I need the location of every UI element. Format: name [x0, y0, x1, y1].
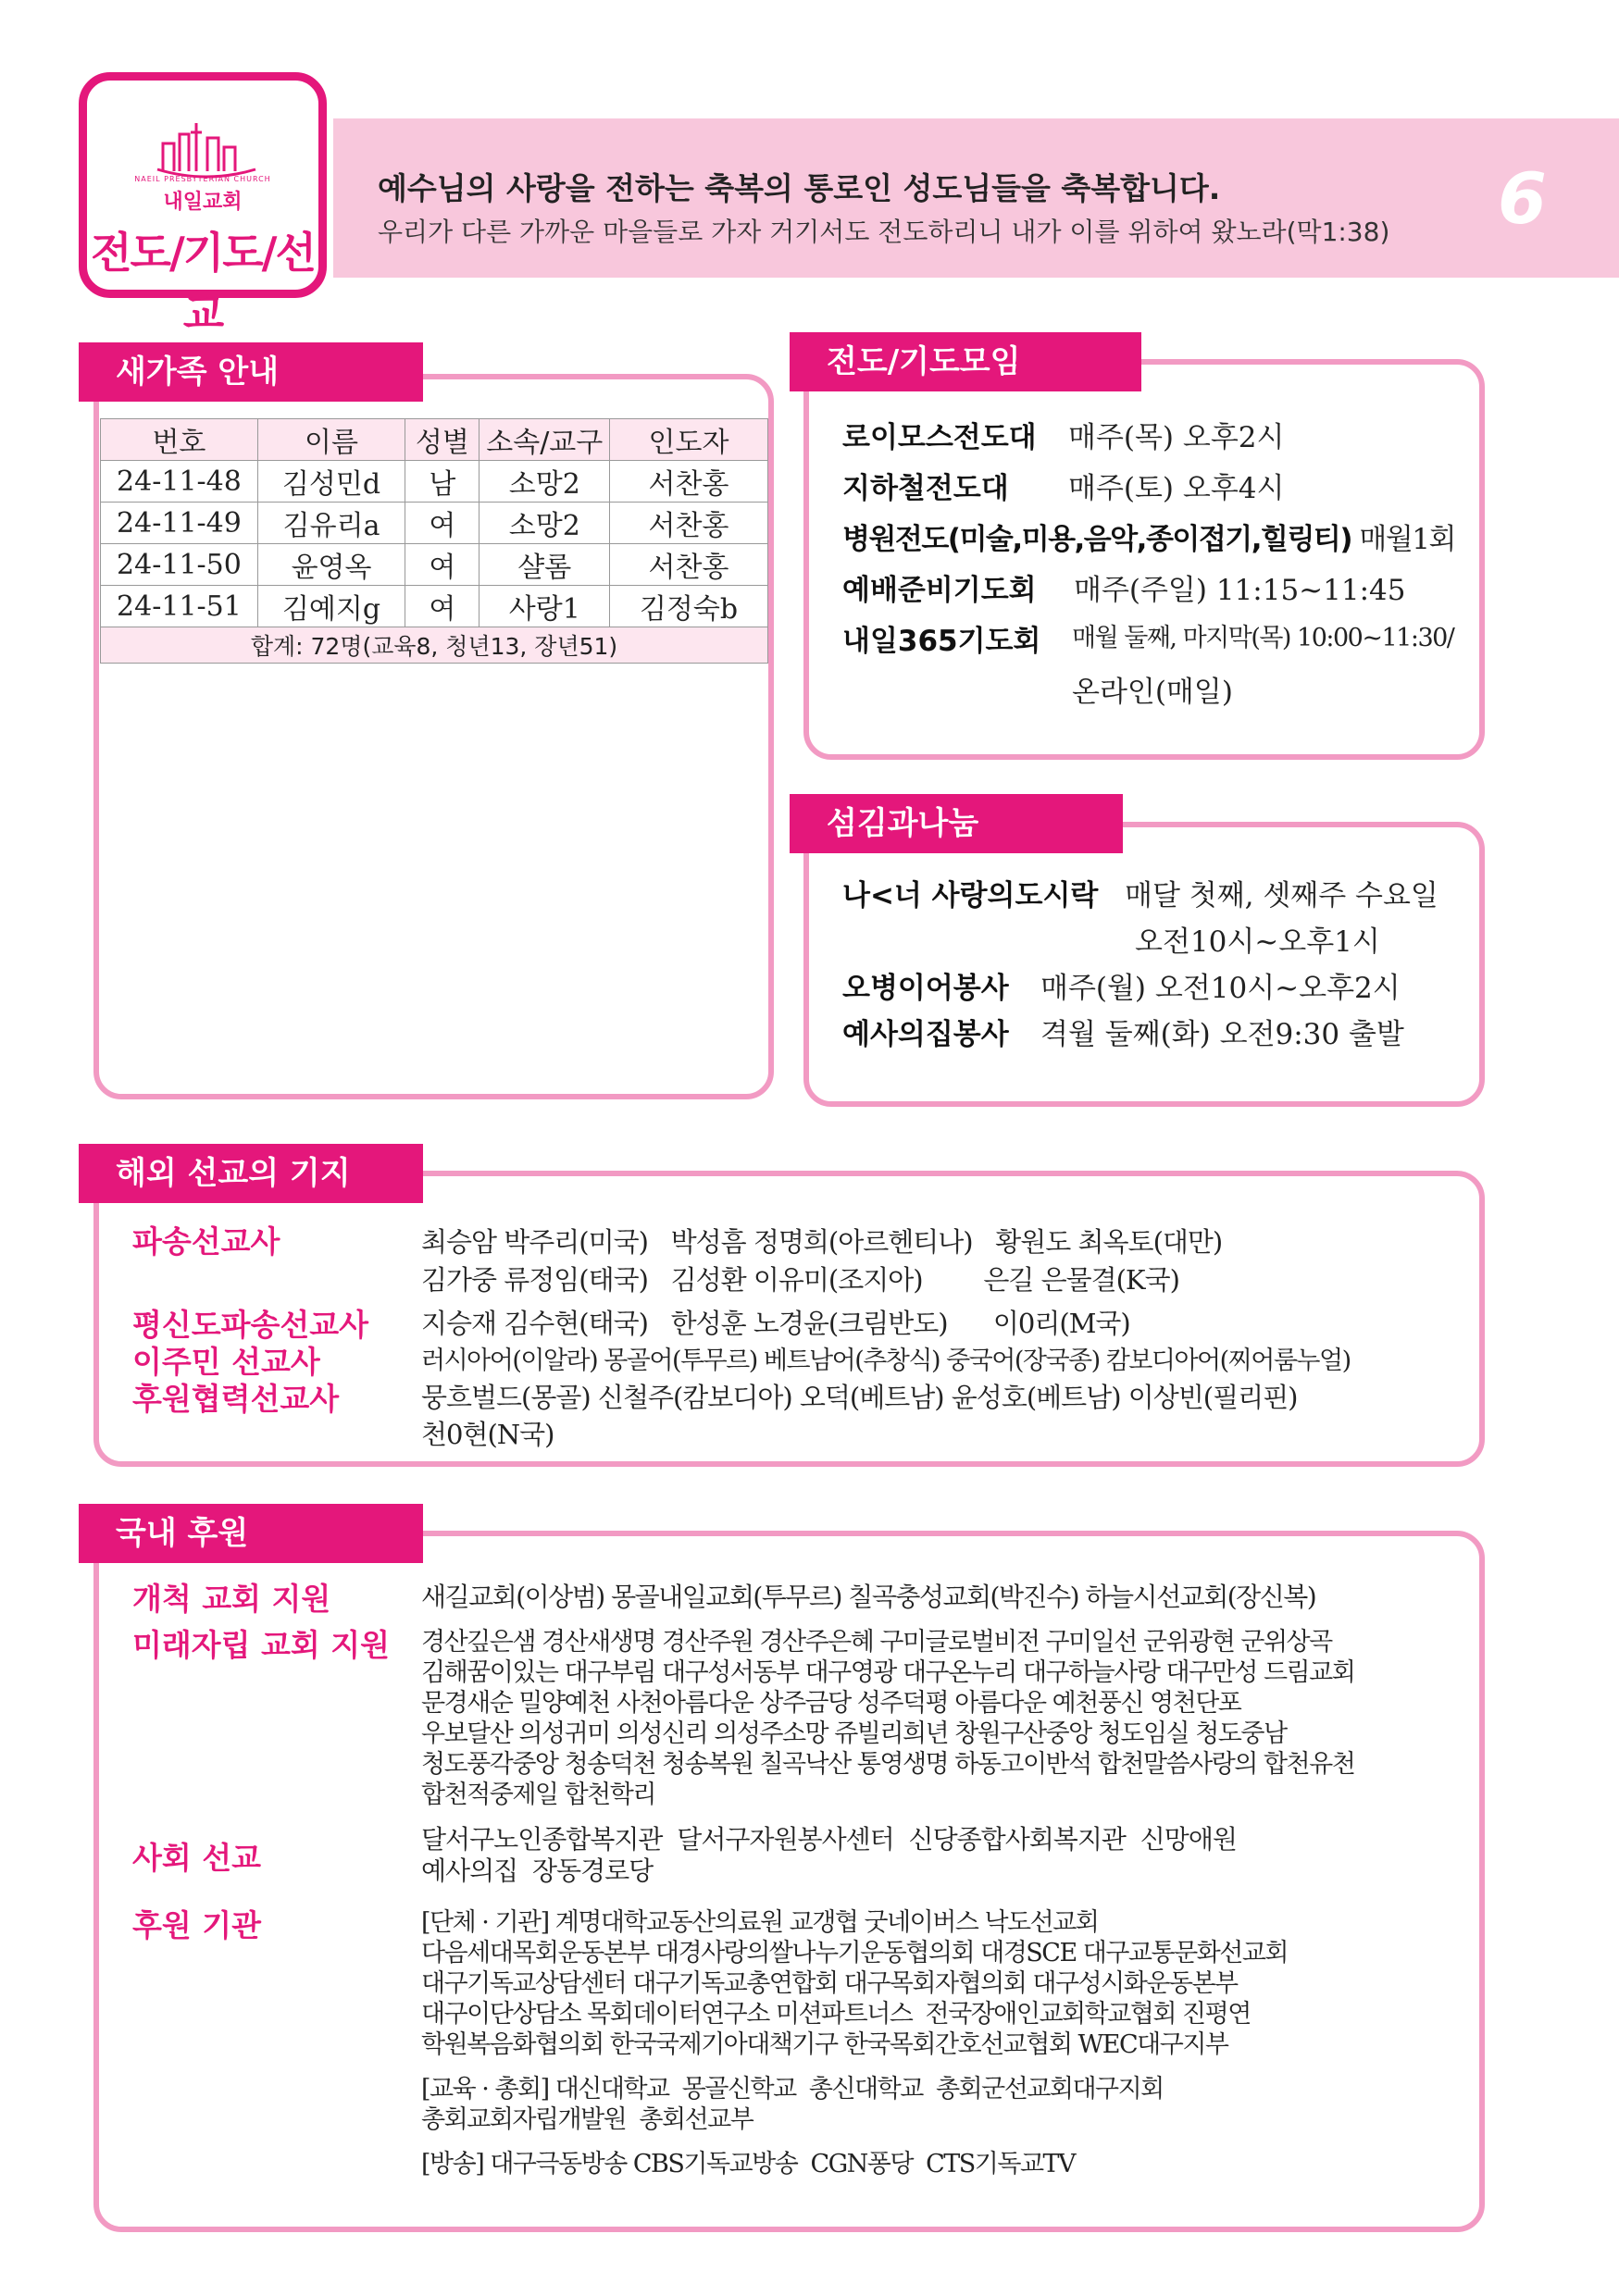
org-line: 다음세대목회운동본부 대경사랑의쌀나누기운동협의회 대경SCE 대구교통문화선교회	[421, 1939, 1288, 1967]
item-label: 병원전도(미술,미용,음악,종이접기,힐링티)	[842, 523, 1352, 556]
evangelism-item	[842, 414, 1285, 455]
item-value: 격월 둘째(화) 오전9:30 출발	[1040, 1018, 1404, 1051]
overseas-title: 해외 선교의 기지	[79, 1144, 423, 1203]
org-line: 대구이단상담소 목회데이터연구소 미션파트너스 전국장애인교회학교협회 진평연	[421, 2000, 1251, 2029]
header-verse: 우리가 다른 가까운 마을들로 가자 거기서도 전도하리니 내가 이를 위하여 왔노라(막1:38)	[378, 217, 1390, 247]
service-item	[842, 1011, 1404, 1052]
cell-group: 사랑1	[479, 586, 610, 627]
future-line: 청도풍각중앙 청송덕천 청송복원 칠곡낙산 통영생명 하동고이반석 합천말씀사랑의 합천유천	[421, 1750, 1355, 1779]
service-item	[842, 872, 1438, 913]
col-header: 이름	[257, 419, 405, 461]
item-value: 매주(월) 오전10시~오후2시	[1040, 972, 1401, 1005]
pioneer-line: 새길교회(이상범) 몽골내일교회(투무르) 칠곡충성교회(박진수) 하늘시선교회(장신복)	[421, 1582, 1316, 1612]
future-line: 문경새순 밀양예천 사천아름다운 상주금당 성주덕평 아름다운 예천풍신 영천단포	[421, 1689, 1241, 1718]
social-line: 예사의집 장동경로당	[421, 1855, 654, 1886]
col-header: 소속/교구	[479, 419, 610, 461]
future-line: 합천적중제일 합천학리	[421, 1781, 655, 1809]
new-family-title: 새가족 안내	[79, 342, 423, 402]
cell-name: 윤영옥	[257, 544, 405, 586]
label-future: 미래자립 교회 지원	[132, 1627, 391, 1663]
cell-guide: 서찬홍	[610, 503, 768, 544]
item-label: 나<너 사랑의도시락	[842, 879, 1099, 912]
col-header: 번호	[101, 419, 258, 461]
table-row	[101, 503, 768, 544]
cell-group: 샬롬	[479, 544, 610, 586]
logo-box	[79, 72, 327, 339]
cell-guide: 서찬홍	[610, 461, 768, 503]
item-value: 매주(주일) 11:15~11:45	[1074, 574, 1406, 607]
org-line: [단체 · 기관] 계명대학교동산의료원 교갱협 굿네이버스 낙도선교회	[421, 1908, 1099, 1937]
item-value: 매주(토) 오후4시	[1068, 472, 1285, 505]
domestic-title: 국내 후원	[79, 1504, 423, 1563]
cell-name: 김유리a	[257, 503, 405, 544]
org-line: [교육 · 총회] 대신대학교 몽골신학교 총신대학교 총회군선교회대구지회	[421, 2075, 1164, 2104]
item-label: 예배준비기도회	[842, 574, 1037, 607]
missionary-line: 최승암 박주리(미국) 박성흠 정명희(아르헨티나) 황원도 최옥토(대만)	[421, 1226, 1223, 1258]
cell-gender: 여	[405, 586, 479, 627]
table-header-row	[101, 419, 768, 461]
cell-guide: 서찬홍	[610, 544, 768, 586]
header-headline: 예수님의 사랑을 전하는 축복의 통로인 성도님들을 축복합니다.	[378, 170, 1221, 206]
new-family-table	[100, 418, 768, 664]
label-partner-missionaries: 후원협력선교사	[132, 1381, 340, 1417]
label-social: 사회 선교	[132, 1840, 262, 1876]
item-label: 지하철전도대	[842, 472, 1009, 505]
item-value: 온라인(매일)	[1072, 676, 1233, 709]
missionary-line: 천0현(N국)	[421, 1419, 554, 1450]
item-value: 매달 첫째, 셋째주 수요일	[1125, 879, 1438, 912]
label-orgs: 후원 기관	[132, 1907, 262, 1943]
cell-group: 소망2	[479, 461, 610, 503]
label-lay-missionaries: 평신도파송선교사	[132, 1307, 369, 1343]
col-header: 인도자	[610, 419, 768, 461]
evangelism-item	[842, 465, 1285, 506]
missionary-line: 뭉흐벌드(몽골) 신철주(캄보디아) 오덕(베트남) 윤성호(베트남) 이상빈(필리핀)	[421, 1382, 1298, 1413]
label-missionaries: 파송선교사	[132, 1223, 280, 1260]
page-number: 6	[1498, 157, 1547, 240]
org-line: 대구기독교상담센터 대구기독교총연합회 대구목회자협의회 대구성시화운동본부	[421, 1969, 1238, 1998]
cell-group: 소망2	[479, 503, 610, 544]
col-header: 성별	[405, 419, 479, 461]
church-logo-icon	[156, 114, 257, 179]
table-row	[101, 586, 768, 627]
evangelism-title: 전도/기도모임	[790, 332, 1141, 391]
cell-gender: 여	[405, 503, 479, 544]
cell-name: 김예지g	[257, 586, 405, 627]
item-label: 내일365기도회	[842, 625, 1041, 658]
item-value: 매주(목) 오후2시	[1068, 421, 1285, 454]
missionary-line: 김가중 류정임(태국) 김성환 이유미(조지아) 은길 은물결(K국)	[421, 1264, 1179, 1296]
future-line: 김해꿈이있는 대구부림 대구성서동부 대구영광 대구온누리 대구하늘사랑 대구만성 드림교회	[421, 1658, 1355, 1687]
item-value: 오전10시~오후1시	[1135, 925, 1380, 959]
total-cell: 합계: 72명(교육8, 청년13, 장년51)	[101, 627, 768, 664]
cell-guide: 김정숙b	[610, 586, 768, 627]
item-value: 매월1회	[1359, 523, 1455, 556]
item-label: 예사의집봉사	[842, 1018, 1009, 1051]
evangelism-item	[842, 515, 1455, 557]
org-line: [방송] 대구극동방송 CBS기독교방송 CGN퐁당 CTS기독교TV	[421, 2150, 1076, 2178]
cell-name: 김성민d	[257, 461, 405, 503]
item-value: 매월 둘째, 마지막(목) 10:00~11:30/	[1072, 624, 1454, 652]
table-row	[101, 544, 768, 586]
section-title: 전도/기도/선교	[91, 228, 315, 339]
service-item	[842, 964, 1401, 1006]
social-line: 달서구노인종합복지관 달서구자원봉사센터 신당종합사회복지관 신망애원	[421, 1824, 1237, 1855]
label-pioneer: 개척 교회 지원	[132, 1581, 331, 1617]
item-label: 오병이어봉사	[842, 972, 1009, 1005]
label-migrant-missionaries: 이주민 선교사	[132, 1344, 320, 1380]
future-line: 우보달산 의성귀미 의성신리 의성주소망 쥬빌리희년 창원구산중앙 청도임실 청도중남	[421, 1719, 1287, 1748]
cell-number: 24-11-50	[101, 544, 258, 586]
org-line: 총회교회자립개발원 총회선교부	[421, 2105, 753, 2134]
service-title: 섬김과나눔	[790, 794, 1123, 853]
missionary-line: 러시아어(이알라) 몽골어(투무르) 베트남어(추창식) 중국어(장국종) 캄보디아어(찌어룸누얼)	[421, 1347, 1351, 1375]
org-line: 학원복음화협의회 한국국제기아대책기구 한국목회간호선교협회 WEC대구지부	[421, 2030, 1228, 2059]
table-total-row	[101, 627, 768, 664]
evangelism-extra	[1072, 668, 1233, 710]
logo-subtitle: NAEIL PRESBYTERIAN CHURCH	[134, 175, 271, 183]
item-label: 로이모스전도대	[842, 421, 1037, 454]
cell-number: 24-11-48	[101, 461, 258, 503]
cell-gender: 남	[405, 461, 479, 503]
missionary-line: 지승재 김수현(태국) 한성훈 노경윤(크림반도) 이0리(M국)	[421, 1308, 1130, 1339]
table-row	[101, 461, 768, 503]
evangelism-item	[842, 617, 1454, 659]
logo-name: 내일교회	[163, 191, 243, 214]
cell-gender: 여	[405, 544, 479, 586]
evangelism-item	[842, 566, 1406, 608]
cell-number: 24-11-51	[101, 586, 258, 627]
future-line: 경산깊은샘 경산새생명 경산주원 경산주은혜 구미글로벌비전 구미일선 군위광현 군위상곡	[421, 1628, 1332, 1657]
cell-number: 24-11-49	[101, 503, 258, 544]
